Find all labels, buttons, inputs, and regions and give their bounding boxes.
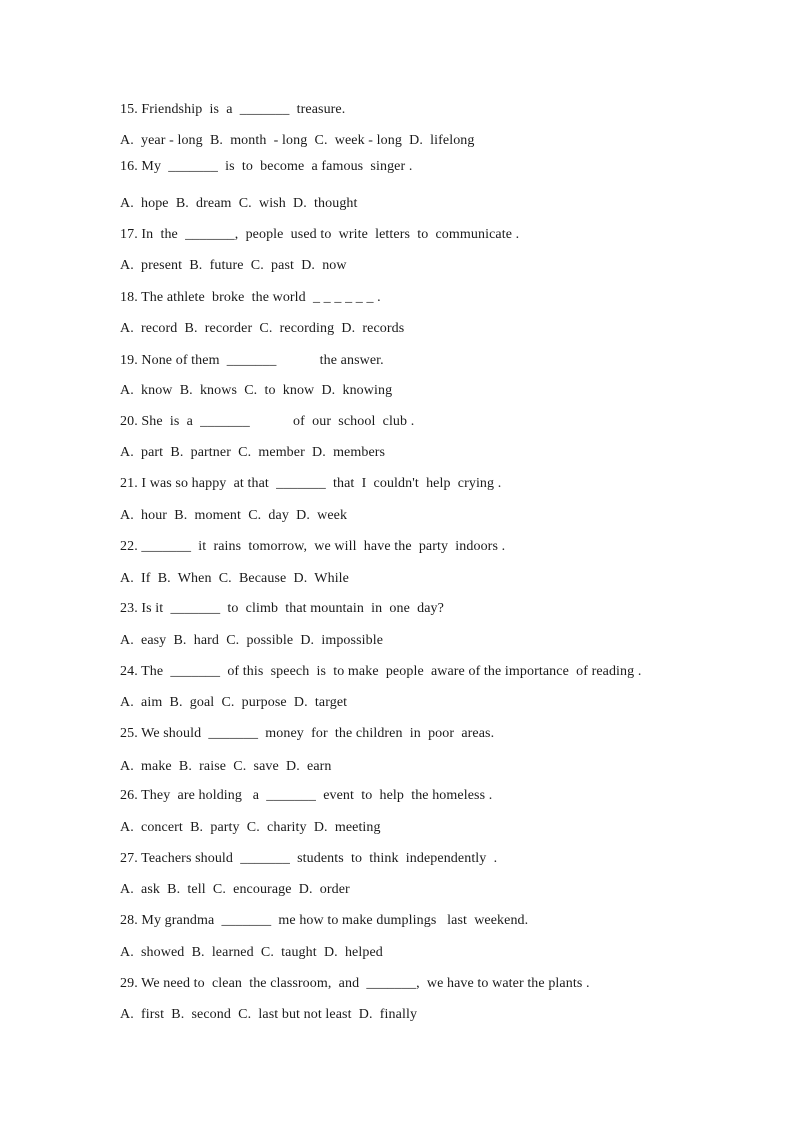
question-18-stem: 18. The athlete broke the world _ _ _ _ _ _ . bbox=[120, 290, 381, 305]
question-19-stem: 19. None of them _______ the answer. bbox=[120, 353, 384, 368]
question-29-options: A. first B. second C. last but not least D. finally bbox=[120, 1007, 418, 1022]
question-25-stem: 25. We should _______ money for the children in poor areas. bbox=[120, 726, 495, 741]
question-17-stem: 17. In the _______, people used to write letters to communicate . bbox=[120, 227, 520, 242]
question-22-stem: 22. _______ it rains tomorrow, we will have the party indoors . bbox=[120, 539, 506, 554]
question-25-options: A. make B. raise C. save D. earn bbox=[120, 759, 332, 774]
question-18-options: A. record B. recorder C. recording D. records bbox=[120, 321, 405, 336]
question-24-options: A. aim B. goal C. purpose D. target bbox=[120, 695, 348, 710]
question-17-options: A. present B. future C. past D. now bbox=[120, 258, 347, 273]
question-29-stem: 29. We need to clean the classroom, and _______, we have to water the plants . bbox=[120, 976, 590, 991]
question-27-options: A. ask B. tell C. encourage D. order bbox=[120, 882, 350, 897]
question-26-options: A. concert B. party C. charity D. meeting bbox=[120, 820, 381, 835]
question-19-options: A. know B. knows C. to know D. knowing bbox=[120, 383, 393, 398]
question-27-stem: 27. Teachers should _______ students to think independently . bbox=[120, 851, 498, 866]
question-24-stem: 24. The _______ of this speech is to make people aware of the importance of reading . bbox=[120, 664, 642, 679]
question-20-options: A. part B. partner C. member D. members bbox=[120, 445, 386, 460]
question-15-options: A. year - long B. month - long C. week - long D. lifelong bbox=[120, 133, 475, 148]
question-21-options: A. hour B. moment C. day D. week bbox=[120, 508, 348, 523]
question-16-stem: 16. My _______ is to become a famous singer . bbox=[120, 159, 413, 174]
question-20-stem: 20. She is a _______ of our school club . bbox=[120, 414, 415, 429]
question-26-stem: 26. They are holding a _______ event to help the homeless . bbox=[120, 788, 493, 803]
question-16-options: A. hope B. dream C. wish D. thought bbox=[120, 196, 358, 211]
question-22-options: A. If B. When C. Because D. While bbox=[120, 571, 349, 586]
question-28-stem: 28. My grandma _______ me how to make dumplings last weekend. bbox=[120, 913, 529, 928]
question-21-stem: 21. I was so happy at that _______ that I couldn't help crying . bbox=[120, 476, 502, 491]
question-28-options: A. showed B. learned C. taught D. helped bbox=[120, 945, 383, 960]
question-23-stem: 23. Is it _______ to climb that mountain in one day? bbox=[120, 601, 444, 616]
question-23-options: A. easy B. hard C. possible D. impossible bbox=[120, 633, 384, 648]
question-15-stem: 15. Friendship is a _______ treasure. bbox=[120, 102, 346, 117]
